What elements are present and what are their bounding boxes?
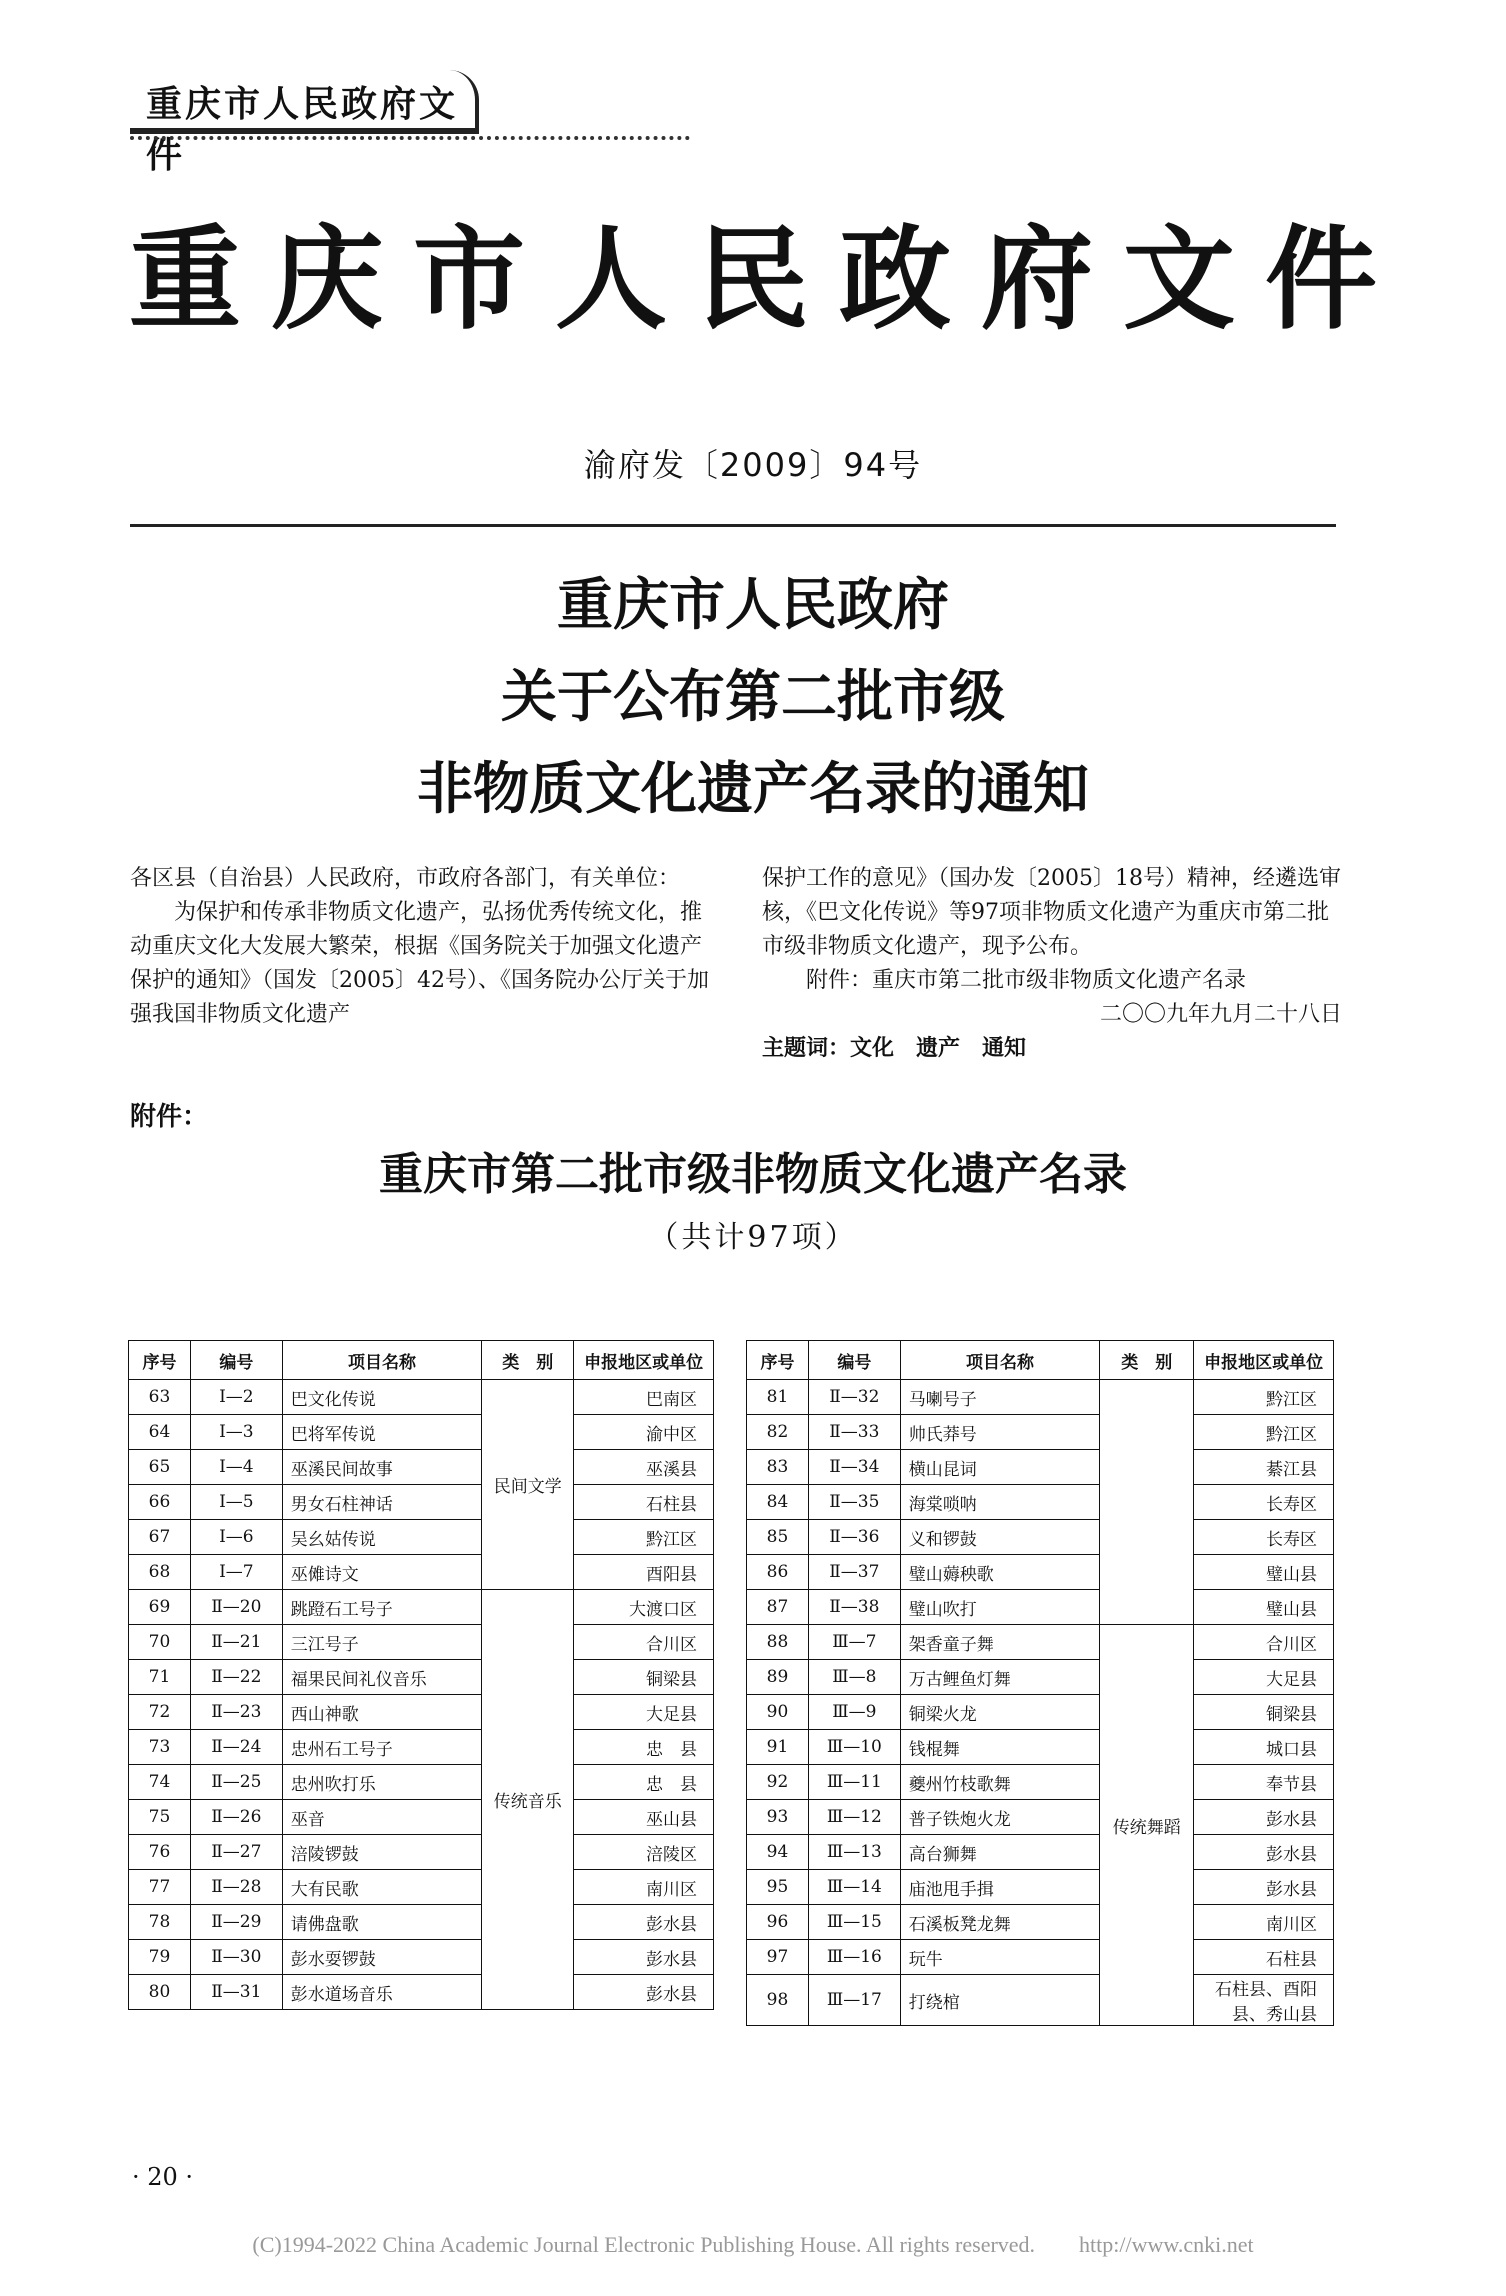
table-row	[129, 1450, 714, 1485]
row-number-cell: 93	[747, 1800, 809, 1835]
row-number-cell: 78	[129, 1905, 191, 1940]
region-cell: 彭水县	[574, 1905, 714, 1940]
row-code-cell: Ⅱ—35	[808, 1485, 900, 1520]
table-row	[129, 1730, 714, 1765]
keywords-line	[762, 1032, 1342, 1066]
project-name-cell: 忠州吹打乐	[282, 1765, 482, 1800]
region-cell: 巫山县	[574, 1800, 714, 1835]
project-name-cell: 男女石柱神话	[282, 1485, 482, 1520]
project-name-cell: 义和锣鼓	[900, 1520, 1100, 1555]
region-cell: 大渡口区	[574, 1590, 714, 1625]
project-name-cell: 巫傩诗文	[282, 1555, 482, 1590]
table-row	[129, 1415, 714, 1450]
table-row	[129, 1520, 714, 1555]
row-number-cell: 83	[747, 1450, 809, 1485]
row-code-cell: Ⅱ—20	[190, 1590, 282, 1625]
table-row	[747, 1590, 1334, 1625]
row-code-cell: Ⅱ—33	[808, 1415, 900, 1450]
attachment-label: 附件：	[130, 1102, 209, 1132]
row-number-cell: 87	[747, 1590, 809, 1625]
project-name-cell: 彭水道场音乐	[282, 1975, 482, 2010]
notice-title-line: 非物质文化遗产名录的通知	[417, 757, 1089, 822]
project-name-cell: 架香童子舞	[900, 1625, 1100, 1660]
row-code-cell: Ⅰ—3	[190, 1415, 282, 1450]
row-code-cell: Ⅲ—7	[808, 1625, 900, 1660]
project-name-cell: 巴将军传说	[282, 1415, 482, 1450]
project-name-cell: 大有民歌	[282, 1870, 482, 1905]
table-row	[747, 1520, 1334, 1555]
project-name-cell: 吴幺姑传说	[282, 1520, 482, 1555]
project-name-cell: 马喇号子	[900, 1380, 1100, 1415]
project-name-cell: 打绕棺	[900, 1975, 1100, 2026]
row-number-cell: 91	[747, 1730, 809, 1765]
row-number-cell: 86	[747, 1555, 809, 1590]
region-cell: 长寿区	[1194, 1520, 1334, 1555]
table-header-cell: 类 别	[482, 1341, 574, 1380]
region-cell: 渝中区	[574, 1415, 714, 1450]
table-row	[129, 1380, 714, 1415]
table-row	[129, 1870, 714, 1905]
row-number-cell: 95	[747, 1870, 809, 1905]
region-cell: 涪陵区	[574, 1835, 714, 1870]
table-row	[747, 1450, 1334, 1485]
row-code-cell: Ⅱ—26	[190, 1800, 282, 1835]
region-cell: 大足县	[574, 1695, 714, 1730]
row-number-cell: 67	[129, 1520, 191, 1555]
table-row	[747, 1660, 1334, 1695]
keywords-label: 主题词：	[762, 1036, 851, 1061]
row-number-cell: 94	[747, 1835, 809, 1870]
table-row	[747, 1975, 1334, 2026]
row-number-cell: 90	[747, 1695, 809, 1730]
attachment-note: 附件：重庆市第二批市级非物质文化遗产名录	[806, 968, 1247, 993]
region-cell: 石柱县、酉阳县、秀山县	[1194, 1975, 1334, 2026]
region-cell: 南川区	[1194, 1905, 1334, 1940]
table-row	[129, 1975, 714, 2010]
project-name-cell: 三江号子	[282, 1625, 482, 1660]
region-cell: 璧山县	[1194, 1590, 1334, 1625]
table-header-cell: 编号	[808, 1341, 900, 1380]
category-cell: 传统音乐	[482, 1590, 574, 2010]
notice-title-line: 关于公布第二批市级	[501, 665, 1005, 730]
row-code-cell: Ⅲ—11	[808, 1765, 900, 1800]
table-row	[747, 1380, 1334, 1415]
table-row	[129, 1485, 714, 1520]
table-header-cell: 项目名称	[900, 1341, 1100, 1380]
project-name-cell: 高台狮舞	[900, 1835, 1100, 1870]
row-number-cell: 74	[129, 1765, 191, 1800]
row-code-cell: Ⅱ—29	[190, 1905, 282, 1940]
region-cell: 彭水县	[1194, 1835, 1334, 1870]
table-header-cell: 编号	[190, 1341, 282, 1380]
project-name-cell: 钱棍舞	[900, 1730, 1100, 1765]
body-paragraph: 为保护和传承非物质文化遗产，弘扬优秀传统文化，推动重庆文化大发展大繁荣，根据《国务院关于加强文化遗产保护的通知》（国发〔2005〕42号）、《国务院办公厅关于加强我国非物质文化遗产	[130, 900, 709, 1027]
region-cell: 彭水县	[1194, 1800, 1334, 1835]
row-number-cell: 68	[129, 1555, 191, 1590]
row-code-cell: Ⅰ—6	[190, 1520, 282, 1555]
table-row	[747, 1695, 1334, 1730]
row-code-cell: Ⅲ—16	[808, 1940, 900, 1975]
row-code-cell: Ⅱ—32	[808, 1380, 900, 1415]
row-code-cell: Ⅱ—30	[190, 1940, 282, 1975]
row-number-cell: 77	[129, 1870, 191, 1905]
region-cell: 石柱县	[1194, 1940, 1334, 1975]
table-row	[129, 1555, 714, 1590]
table-row	[747, 1625, 1334, 1660]
date-line: 二〇〇九年九月二十八日	[1099, 1002, 1342, 1027]
project-name-cell: 请佛盘歌	[282, 1905, 482, 1940]
region-cell: 铜梁县	[574, 1660, 714, 1695]
table-row	[747, 1835, 1334, 1870]
row-code-cell: Ⅲ—17	[808, 1975, 900, 2026]
project-name-cell: 巫音	[282, 1800, 482, 1835]
table-row	[747, 1800, 1334, 1835]
project-name-cell: 涪陵锣鼓	[282, 1835, 482, 1870]
row-code-cell: Ⅱ—31	[190, 1975, 282, 2010]
row-number-cell: 97	[747, 1940, 809, 1975]
header-dotted-line	[130, 136, 690, 140]
table-row	[129, 1905, 714, 1940]
body-paragraph-continued: 保护工作的意见》（国办发〔2005〕18号）精神，经遴选审核，《巴文化传说》等97项非物质文化遗产为重庆市第二批市级非物质文化遗产，现予公布。	[762, 866, 1341, 959]
notice-title-line: 重庆市人民政府	[557, 573, 949, 638]
row-code-cell: Ⅰ—4	[190, 1450, 282, 1485]
project-name-cell: 璧山吹打	[900, 1590, 1100, 1625]
header-tab-label: 重庆市人民政府文件	[146, 84, 459, 176]
project-name-cell: 璧山薅秧歌	[900, 1555, 1100, 1590]
project-name-cell: 普子铁炮火龙	[900, 1800, 1100, 1835]
table-row	[747, 1940, 1334, 1975]
table-row	[747, 1485, 1334, 1520]
table-row	[129, 1765, 714, 1800]
heritage-table-right	[746, 1340, 1334, 2026]
region-cell: 奉节县	[1194, 1765, 1334, 1800]
row-number-cell: 80	[129, 1975, 191, 2010]
table-header-cell: 项目名称	[282, 1341, 482, 1380]
list-total: （共计97项）	[648, 1220, 858, 1255]
region-cell: 璧山县	[1194, 1555, 1334, 1590]
header-tab	[130, 70, 479, 176]
table-row	[747, 1730, 1334, 1765]
row-number-cell: 92	[747, 1765, 809, 1800]
row-code-cell: Ⅱ—25	[190, 1765, 282, 1800]
table-header-cell: 申报地区或单位	[574, 1341, 714, 1380]
row-number-cell: 76	[129, 1835, 191, 1870]
project-name-cell: 夔州竹枝歌舞	[900, 1765, 1100, 1800]
row-number-cell: 64	[129, 1415, 191, 1450]
region-cell: 合川区	[574, 1625, 714, 1660]
row-number-cell: 85	[747, 1520, 809, 1555]
row-code-cell: Ⅱ—22	[190, 1660, 282, 1695]
region-cell: 黔江区	[1194, 1380, 1334, 1415]
copyright-notice: (C)1994-2022 China Academic Journal Electronic Publishing House. All rights reserved. http://www.cnki.net	[252, 2232, 1254, 2257]
addressee: 各区县（自治县）人民政府，市政府各部门，有关单位：	[130, 866, 681, 891]
row-code-cell: Ⅱ—21	[190, 1625, 282, 1660]
region-cell: 忠 县	[574, 1765, 714, 1800]
project-name-cell: 万古鲤鱼灯舞	[900, 1660, 1100, 1695]
region-cell: 彭水县	[574, 1940, 714, 1975]
keywords-value: 文化 遗产 通知	[850, 1036, 1027, 1061]
page-number: · 20 ·	[132, 2163, 194, 2191]
body-left-column	[130, 862, 710, 1032]
row-code-cell: Ⅱ—27	[190, 1835, 282, 1870]
region-cell: 酉阳县	[574, 1555, 714, 1590]
table-row	[747, 1415, 1334, 1450]
project-name-cell: 海棠唢呐	[900, 1485, 1100, 1520]
category-cell	[1100, 1380, 1194, 1625]
table-header-cell: 序号	[747, 1341, 809, 1380]
row-code-cell: Ⅰ—5	[190, 1485, 282, 1520]
region-cell: 忠 县	[574, 1730, 714, 1765]
row-number-cell: 63	[129, 1380, 191, 1415]
table-row	[129, 1660, 714, 1695]
row-number-cell: 98	[747, 1975, 809, 2026]
heritage-table-left	[128, 1340, 714, 2010]
region-cell: 石柱县	[574, 1485, 714, 1520]
region-cell: 巫溪县	[574, 1450, 714, 1485]
row-number-cell: 65	[129, 1450, 191, 1485]
region-cell: 綦江县	[1194, 1450, 1334, 1485]
project-name-cell: 西山神歌	[282, 1695, 482, 1730]
row-number-cell: 81	[747, 1380, 809, 1415]
row-number-cell: 84	[747, 1485, 809, 1520]
category-cell: 民间文学	[482, 1380, 574, 1590]
row-code-cell: Ⅲ—8	[808, 1660, 900, 1695]
table-row	[747, 1870, 1334, 1905]
row-code-cell: Ⅲ—15	[808, 1905, 900, 1940]
row-number-cell: 79	[129, 1940, 191, 1975]
region-cell: 黔江区	[574, 1520, 714, 1555]
notice-title	[0, 560, 1506, 836]
region-cell: 彭水县	[1194, 1870, 1334, 1905]
region-cell: 长寿区	[1194, 1485, 1334, 1520]
row-code-cell: Ⅱ—37	[808, 1555, 900, 1590]
row-number-cell: 69	[129, 1590, 191, 1625]
table-row	[129, 1625, 714, 1660]
row-code-cell: Ⅱ—28	[190, 1870, 282, 1905]
table-header-cell: 类 别	[1100, 1341, 1194, 1380]
project-name-cell: 横山昆词	[900, 1450, 1100, 1485]
row-number-cell: 96	[747, 1905, 809, 1940]
row-number-cell: 82	[747, 1415, 809, 1450]
row-code-cell: Ⅲ—14	[808, 1870, 900, 1905]
region-cell: 铜梁县	[1194, 1695, 1334, 1730]
table-row	[747, 1765, 1334, 1800]
row-number-cell: 73	[129, 1730, 191, 1765]
table-header-row	[747, 1341, 1334, 1380]
table-header-cell: 序号	[129, 1341, 191, 1380]
table-row	[129, 1590, 714, 1625]
row-number-cell: 88	[747, 1625, 809, 1660]
row-code-cell: Ⅰ—2	[190, 1380, 282, 1415]
project-name-cell: 石溪板凳龙舞	[900, 1905, 1100, 1940]
row-code-cell: Ⅰ—7	[190, 1555, 282, 1590]
table-row	[129, 1940, 714, 1975]
row-number-cell: 89	[747, 1660, 809, 1695]
table-row	[129, 1835, 714, 1870]
region-cell: 南川区	[574, 1870, 714, 1905]
row-code-cell: Ⅲ—10	[808, 1730, 900, 1765]
row-code-cell: Ⅲ—9	[808, 1695, 900, 1730]
region-cell: 黔江区	[1194, 1415, 1334, 1450]
table-row	[129, 1800, 714, 1835]
project-name-cell: 巴文化传说	[282, 1380, 482, 1415]
row-number-cell: 66	[129, 1485, 191, 1520]
row-code-cell: Ⅱ—38	[808, 1590, 900, 1625]
row-code-cell: Ⅱ—23	[190, 1695, 282, 1730]
row-code-cell: Ⅲ—13	[808, 1835, 900, 1870]
project-name-cell: 铜梁火龙	[900, 1695, 1100, 1730]
table-header-row	[129, 1341, 714, 1380]
project-name-cell: 帅氏莽号	[900, 1415, 1100, 1450]
region-cell: 大足县	[1194, 1660, 1334, 1695]
masthead-rule	[130, 524, 1336, 527]
row-number-cell: 70	[129, 1625, 191, 1660]
category-cell: 传统舞蹈	[1100, 1625, 1194, 2026]
region-cell: 城口县	[1194, 1730, 1334, 1765]
region-cell: 巴南区	[574, 1380, 714, 1415]
row-code-cell: Ⅱ—24	[190, 1730, 282, 1765]
row-number-cell: 72	[129, 1695, 191, 1730]
project-name-cell: 庙池甩手揖	[900, 1870, 1100, 1905]
masthead-title: 重庆市人民政府文件	[129, 215, 1407, 345]
body-right-column	[762, 862, 1342, 1066]
row-code-cell: Ⅱ—34	[808, 1450, 900, 1485]
region-cell: 彭水县	[574, 1975, 714, 2010]
project-name-cell: 忠州石工号子	[282, 1730, 482, 1765]
project-name-cell: 跳蹬石工号子	[282, 1590, 482, 1625]
project-name-cell: 彭水耍锣鼓	[282, 1940, 482, 1975]
list-title: 重庆市第二批市级非物质文化遗产名录	[379, 1149, 1127, 1200]
doc-number: 渝府发〔2009〕94号	[583, 446, 923, 484]
project-name-cell: 巫溪民间故事	[282, 1450, 482, 1485]
row-code-cell: Ⅲ—12	[808, 1800, 900, 1835]
table-row	[129, 1695, 714, 1730]
project-name-cell: 福果民间礼仪音乐	[282, 1660, 482, 1695]
row-number-cell: 75	[129, 1800, 191, 1835]
region-cell: 合川区	[1194, 1625, 1334, 1660]
row-number-cell: 71	[129, 1660, 191, 1695]
table-row	[747, 1555, 1334, 1590]
project-name-cell: 玩牛	[900, 1940, 1100, 1975]
table-header-cell: 申报地区或单位	[1194, 1341, 1334, 1380]
table-row	[747, 1905, 1334, 1940]
row-code-cell: Ⅱ—36	[808, 1520, 900, 1555]
